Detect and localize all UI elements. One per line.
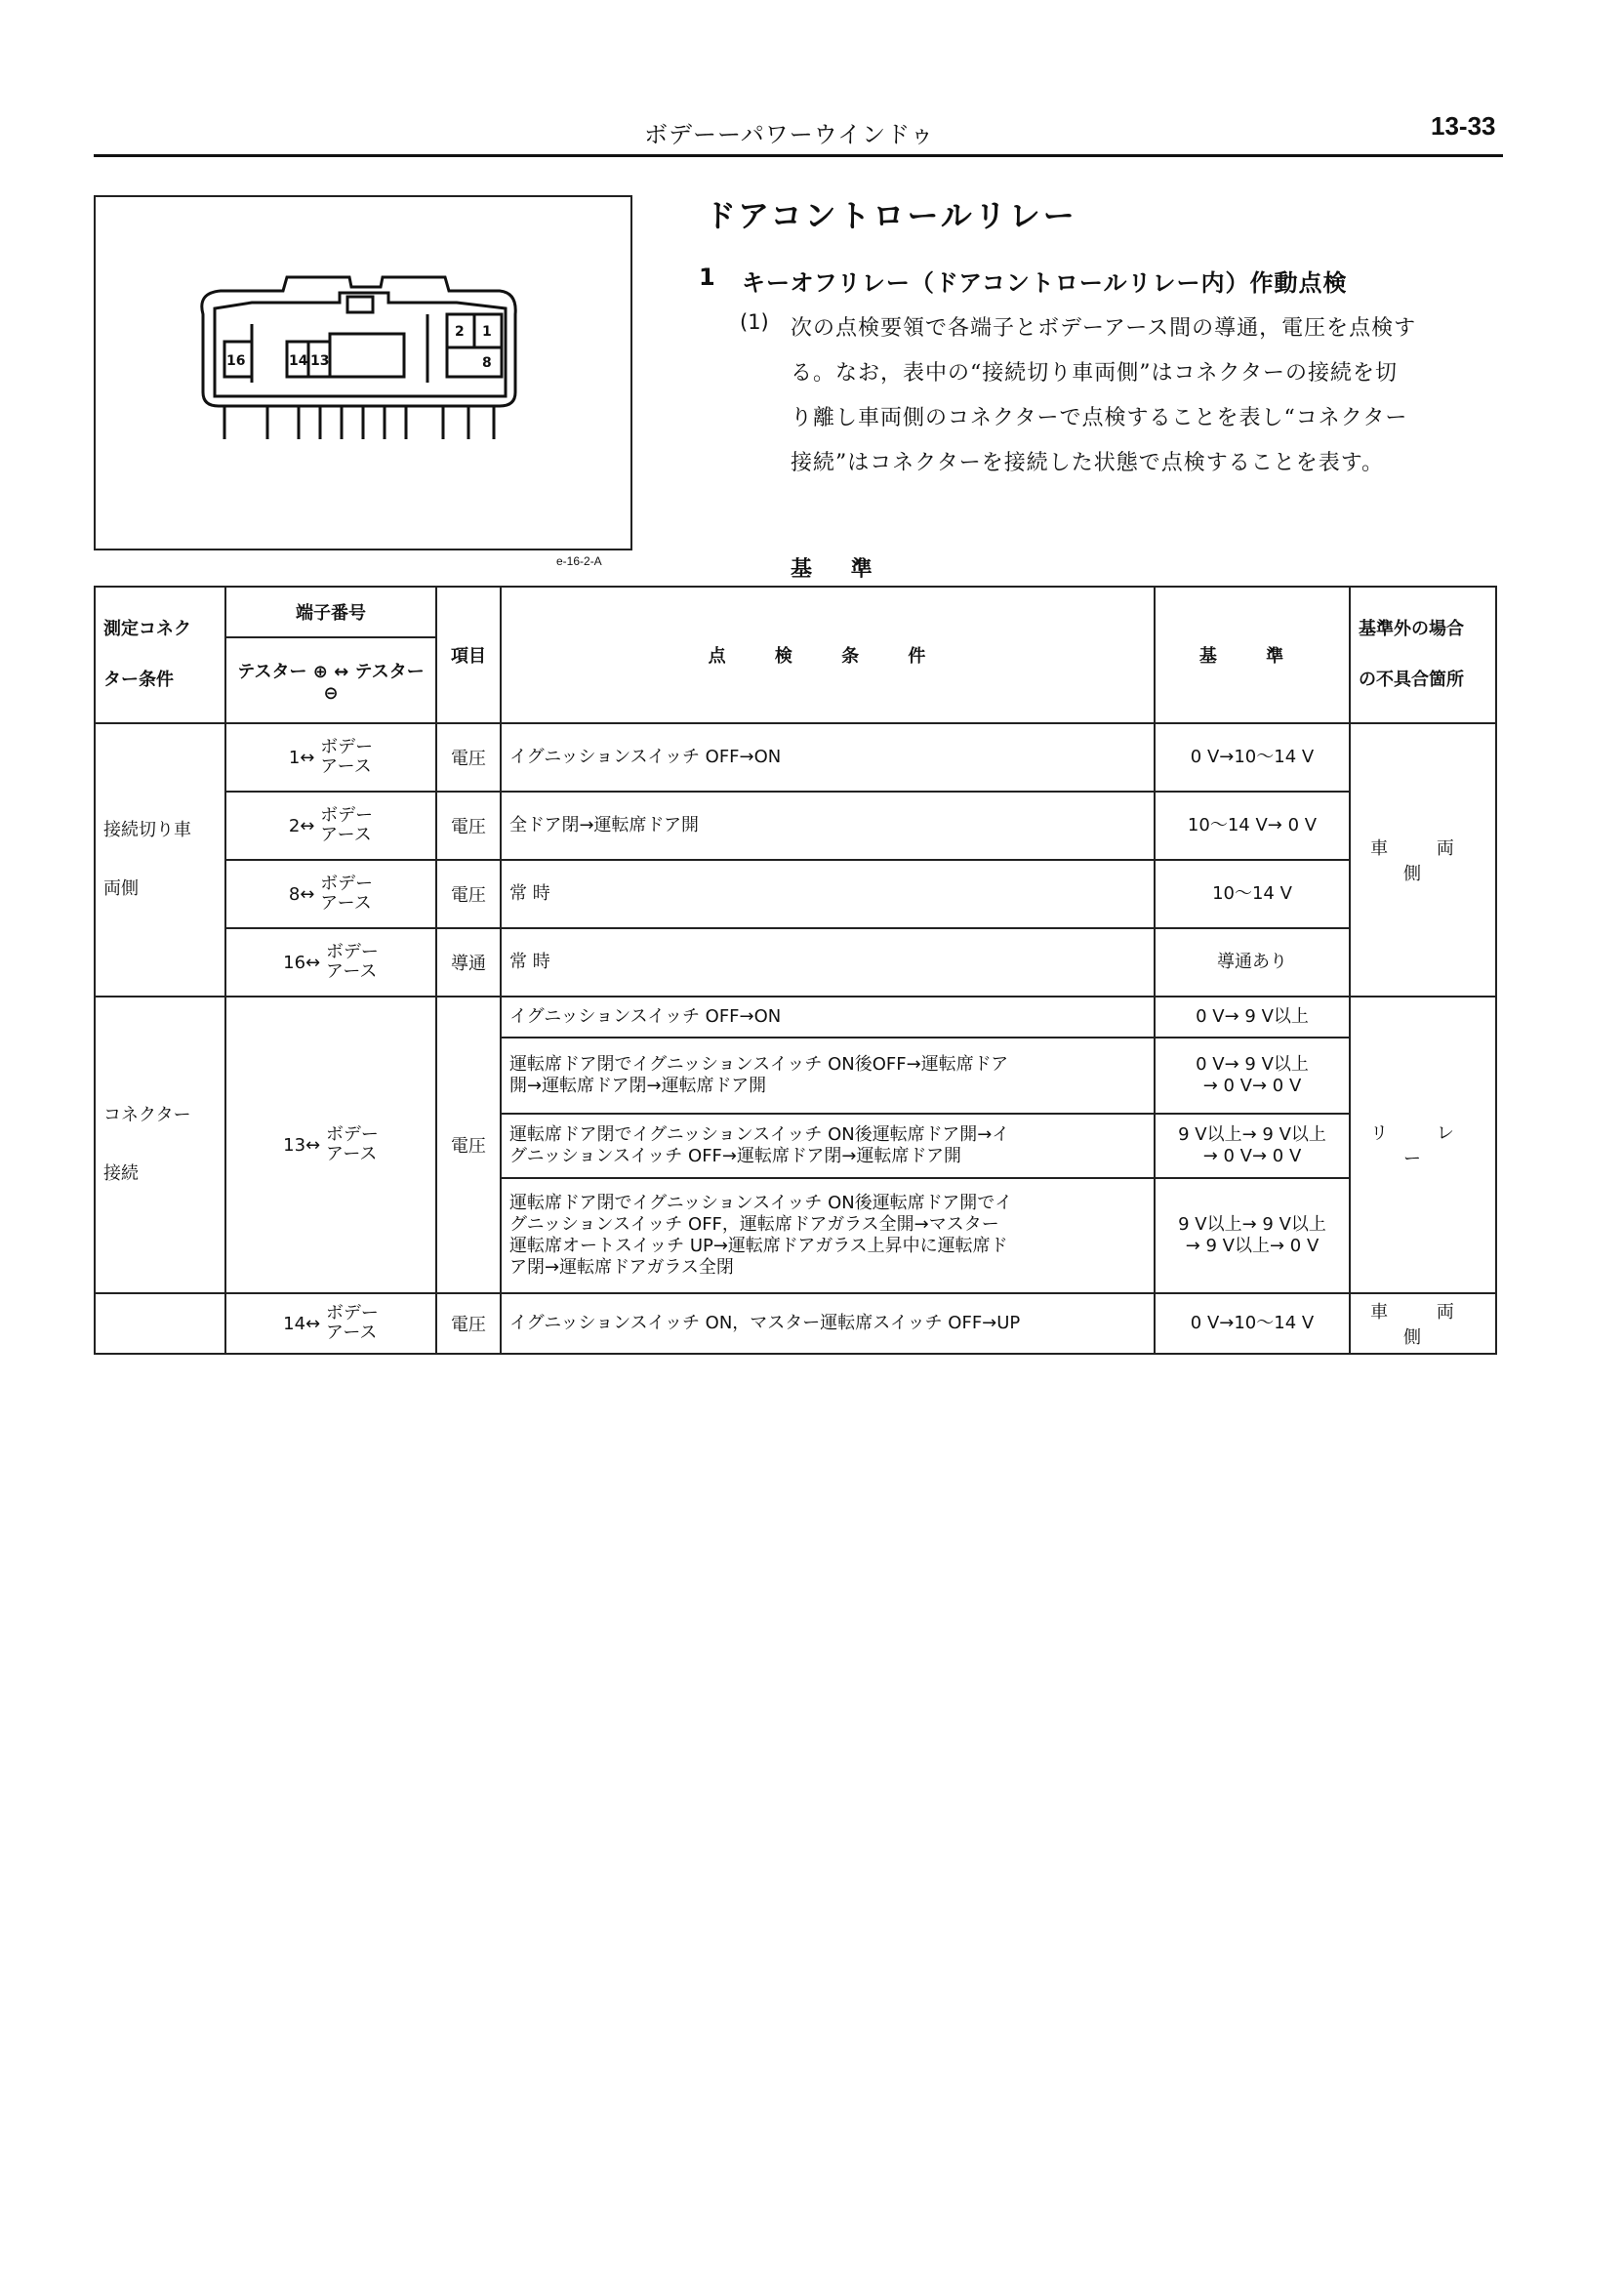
terminal-number: 14↔ [283,1313,321,1334]
pin-label-8: 8 [482,355,492,371]
item-cell: 電圧 [436,860,501,928]
table-row [95,860,1496,928]
standard-cell: 10〜14 V→ 0 V [1155,792,1350,860]
tester-plus-label: テスター ⊕ [237,661,328,682]
pin-label-13: 13 [310,353,330,369]
terminal-target-line: ボデー [325,942,379,962]
header-item: 項目 [436,587,501,723]
conditions-line: グニッションスイッチ OFF→運転席ドア閉→運転席ドア開 [509,1146,961,1166]
paragraph-line: る。なお，表中の“接続切り車両側”はコネクターの接続を切 [791,361,1399,386]
standard-cell: 0 V→ 9 V以上 [1155,997,1350,1038]
terminal-target-line: ボデー [320,737,374,757]
tester-minus-label: テスター ⊖ [323,661,425,704]
terminal-target-line: ボデー [320,805,374,826]
fault-cell: 車 両 側 [1350,1293,1496,1354]
header-text: 測定コネク [103,619,191,639]
standard-line: 0 V→ 9 V以上 [1196,1054,1309,1075]
header-rule [94,154,1503,157]
conditions-cell [501,1114,1155,1178]
paragraph-line: 接続”はコネクターを接続した状態で点検することを表す。 [791,451,1385,475]
subsection-title: キーオフリレー（ドアコントロールリレー内）作動点検 [742,269,1348,297]
conditions-cell: イグニッションスイッチ OFF→ON [501,723,1155,792]
item-cell: 電圧 [436,792,501,860]
terminal-cell [225,997,436,1293]
standard-cell [1155,1114,1350,1178]
conditions-line: ア閉→運転席ドアガラス全閉 [509,1257,734,1278]
group-condition-line: コネクター [103,1105,191,1125]
group-condition-line: 接続切り車 [103,820,191,840]
header-fault-location [1350,587,1496,723]
conditions-line: 開→運転席ドア閉→運転席ドア開 [509,1076,767,1096]
group-condition-line: 接続 [103,1163,139,1184]
terminal-target-line: アース [320,893,372,914]
header-text: の不具合箇所 [1359,670,1464,690]
item-cell: 導通 [436,928,501,997]
conditions-cell: イグニッションスイッチ ON，マスター運転席スイッチ OFF→UP [501,1293,1155,1354]
terminal-target-line: ボデー [325,1303,379,1323]
terminal-cell [225,860,436,928]
table-row [95,997,1496,1038]
terminal-target [320,738,373,777]
terminal-number: 13↔ [283,1134,321,1156]
conditions-cell [501,1038,1155,1114]
terminal-cell [225,928,436,997]
chapter-title: ボデーーパワーウインドゥ [644,121,935,148]
standard-cell: 0 V→10〜14 V [1155,723,1350,792]
fault-cell: リ レ ー [1350,997,1496,1293]
terminal-target [326,1125,379,1164]
terminal-cell [225,1293,436,1354]
item-cell: 電圧 [436,1293,501,1354]
paragraph-line: 次の点検要領で各端子とボデーアース間の導通，電圧を点検す [791,316,1417,341]
group-condition [95,1293,225,1354]
pin-label-1: 1 [482,324,492,340]
conditions-cell: 常 時 [501,860,1155,928]
terminal-target-line: アース [320,756,372,777]
terminal-number: 8↔ [288,883,315,905]
table-row [95,1293,1496,1354]
paragraph-line: り離し車両側のコネクターで点検することを表し“コネクター [791,406,1408,430]
standard-cell: 10〜14 V [1155,860,1350,928]
standard-line: → 0 V→ 0 V [1202,1076,1302,1096]
paragraph-number: (1) [740,310,769,334]
pin-label-2: 2 [455,324,465,340]
item-cell: 電圧 [436,997,501,1293]
terminal-target-line: ボデー [325,1124,379,1145]
table-row [95,792,1496,860]
terminal-target-line: アース [325,1323,378,1343]
header-testers [225,637,436,723]
conditions-line: 運転席ドア閉でイグニッションスイッチ ON後OFF→運転席ドア [509,1054,1009,1075]
terminal-cell [225,723,436,792]
inspection-table [94,586,1497,1355]
pin-label-14: 14 [289,353,308,369]
conditions-line: 運転席オートスイッチ UP→運転席ドアガラス上昇中に運転席ド [509,1236,1008,1256]
header-standard: 基 準 [1155,587,1350,723]
terminal-number: 16↔ [283,952,321,973]
standard-line: → 0 V→ 0 V [1202,1146,1302,1166]
standard-line: 9 V以上→ 9 V以上 [1178,1124,1326,1145]
header-text: ター条件 [103,670,174,690]
terminal-target [326,1304,379,1343]
terminal-target-line: ボデー [320,874,374,894]
procedure-paragraph [791,306,1503,486]
conditions-cell [501,1178,1155,1293]
terminal-target-line: アース [320,825,372,845]
standard-line: 9 V以上→ 9 V以上 [1178,1214,1326,1235]
subsection-number: 1 [699,264,715,291]
header-terminal-number: 端子番号 [225,587,436,637]
terminal-target-line: アース [325,961,378,982]
arrow-icon: ↔ [334,661,349,682]
standard-cell: 0 V→10〜14 V [1155,1293,1350,1354]
table-row [95,928,1496,997]
group-condition [95,997,225,1293]
terminal-target [326,943,379,982]
page-number: 13-33 [1431,111,1496,141]
standard-cell [1155,1178,1350,1293]
terminal-target [320,806,373,845]
standard-line: → 9 V以上→ 0 V [1185,1236,1320,1256]
conditions-cell: 全ドア閉→運転席ドア開 [501,792,1155,860]
item-cell: 電圧 [436,723,501,792]
terminal-cell [225,792,436,860]
terminal-number: 2↔ [288,815,315,836]
table-row [95,723,1496,792]
terminal-number: 1↔ [288,747,315,768]
section-title: ドアコントロールリレー [705,197,1077,234]
pin-label-16: 16 [226,353,246,369]
conditions-line: 運転席ドア閉でイグニッションスイッチ ON後運転席ドア開でイ [509,1193,1013,1213]
conditions-line: グニッションスイッチ OFF，運転席ドアガラス全開→マスター [509,1214,999,1235]
group-condition-line: 両側 [103,878,139,899]
figure-caption: e-16-2-A [556,554,602,568]
conditions-line: 運転席ドア閉でイグニッションスイッチ ON後運転席ドア開→イ [509,1124,1010,1145]
table-header-row [95,587,1496,637]
standard-cell [1155,1038,1350,1114]
conditions-cell: イグニッションスイッチ OFF→ON [501,997,1155,1038]
connector-figure [94,195,632,550]
conditions-cell: 常 時 [501,928,1155,997]
reference-label: 基 準 [791,557,888,582]
header-inspection-conditions: 点 検 条 件 [501,587,1155,723]
header-text: 基準外の場合 [1359,619,1464,639]
terminal-target [320,875,373,914]
header-connector-condition [95,587,225,723]
terminal-target-line: アース [325,1144,378,1164]
fault-cell: 車 両 側 [1350,723,1496,997]
group-condition [95,723,225,997]
connector-drawing [96,197,630,549]
standard-cell: 導通あり [1155,928,1350,997]
